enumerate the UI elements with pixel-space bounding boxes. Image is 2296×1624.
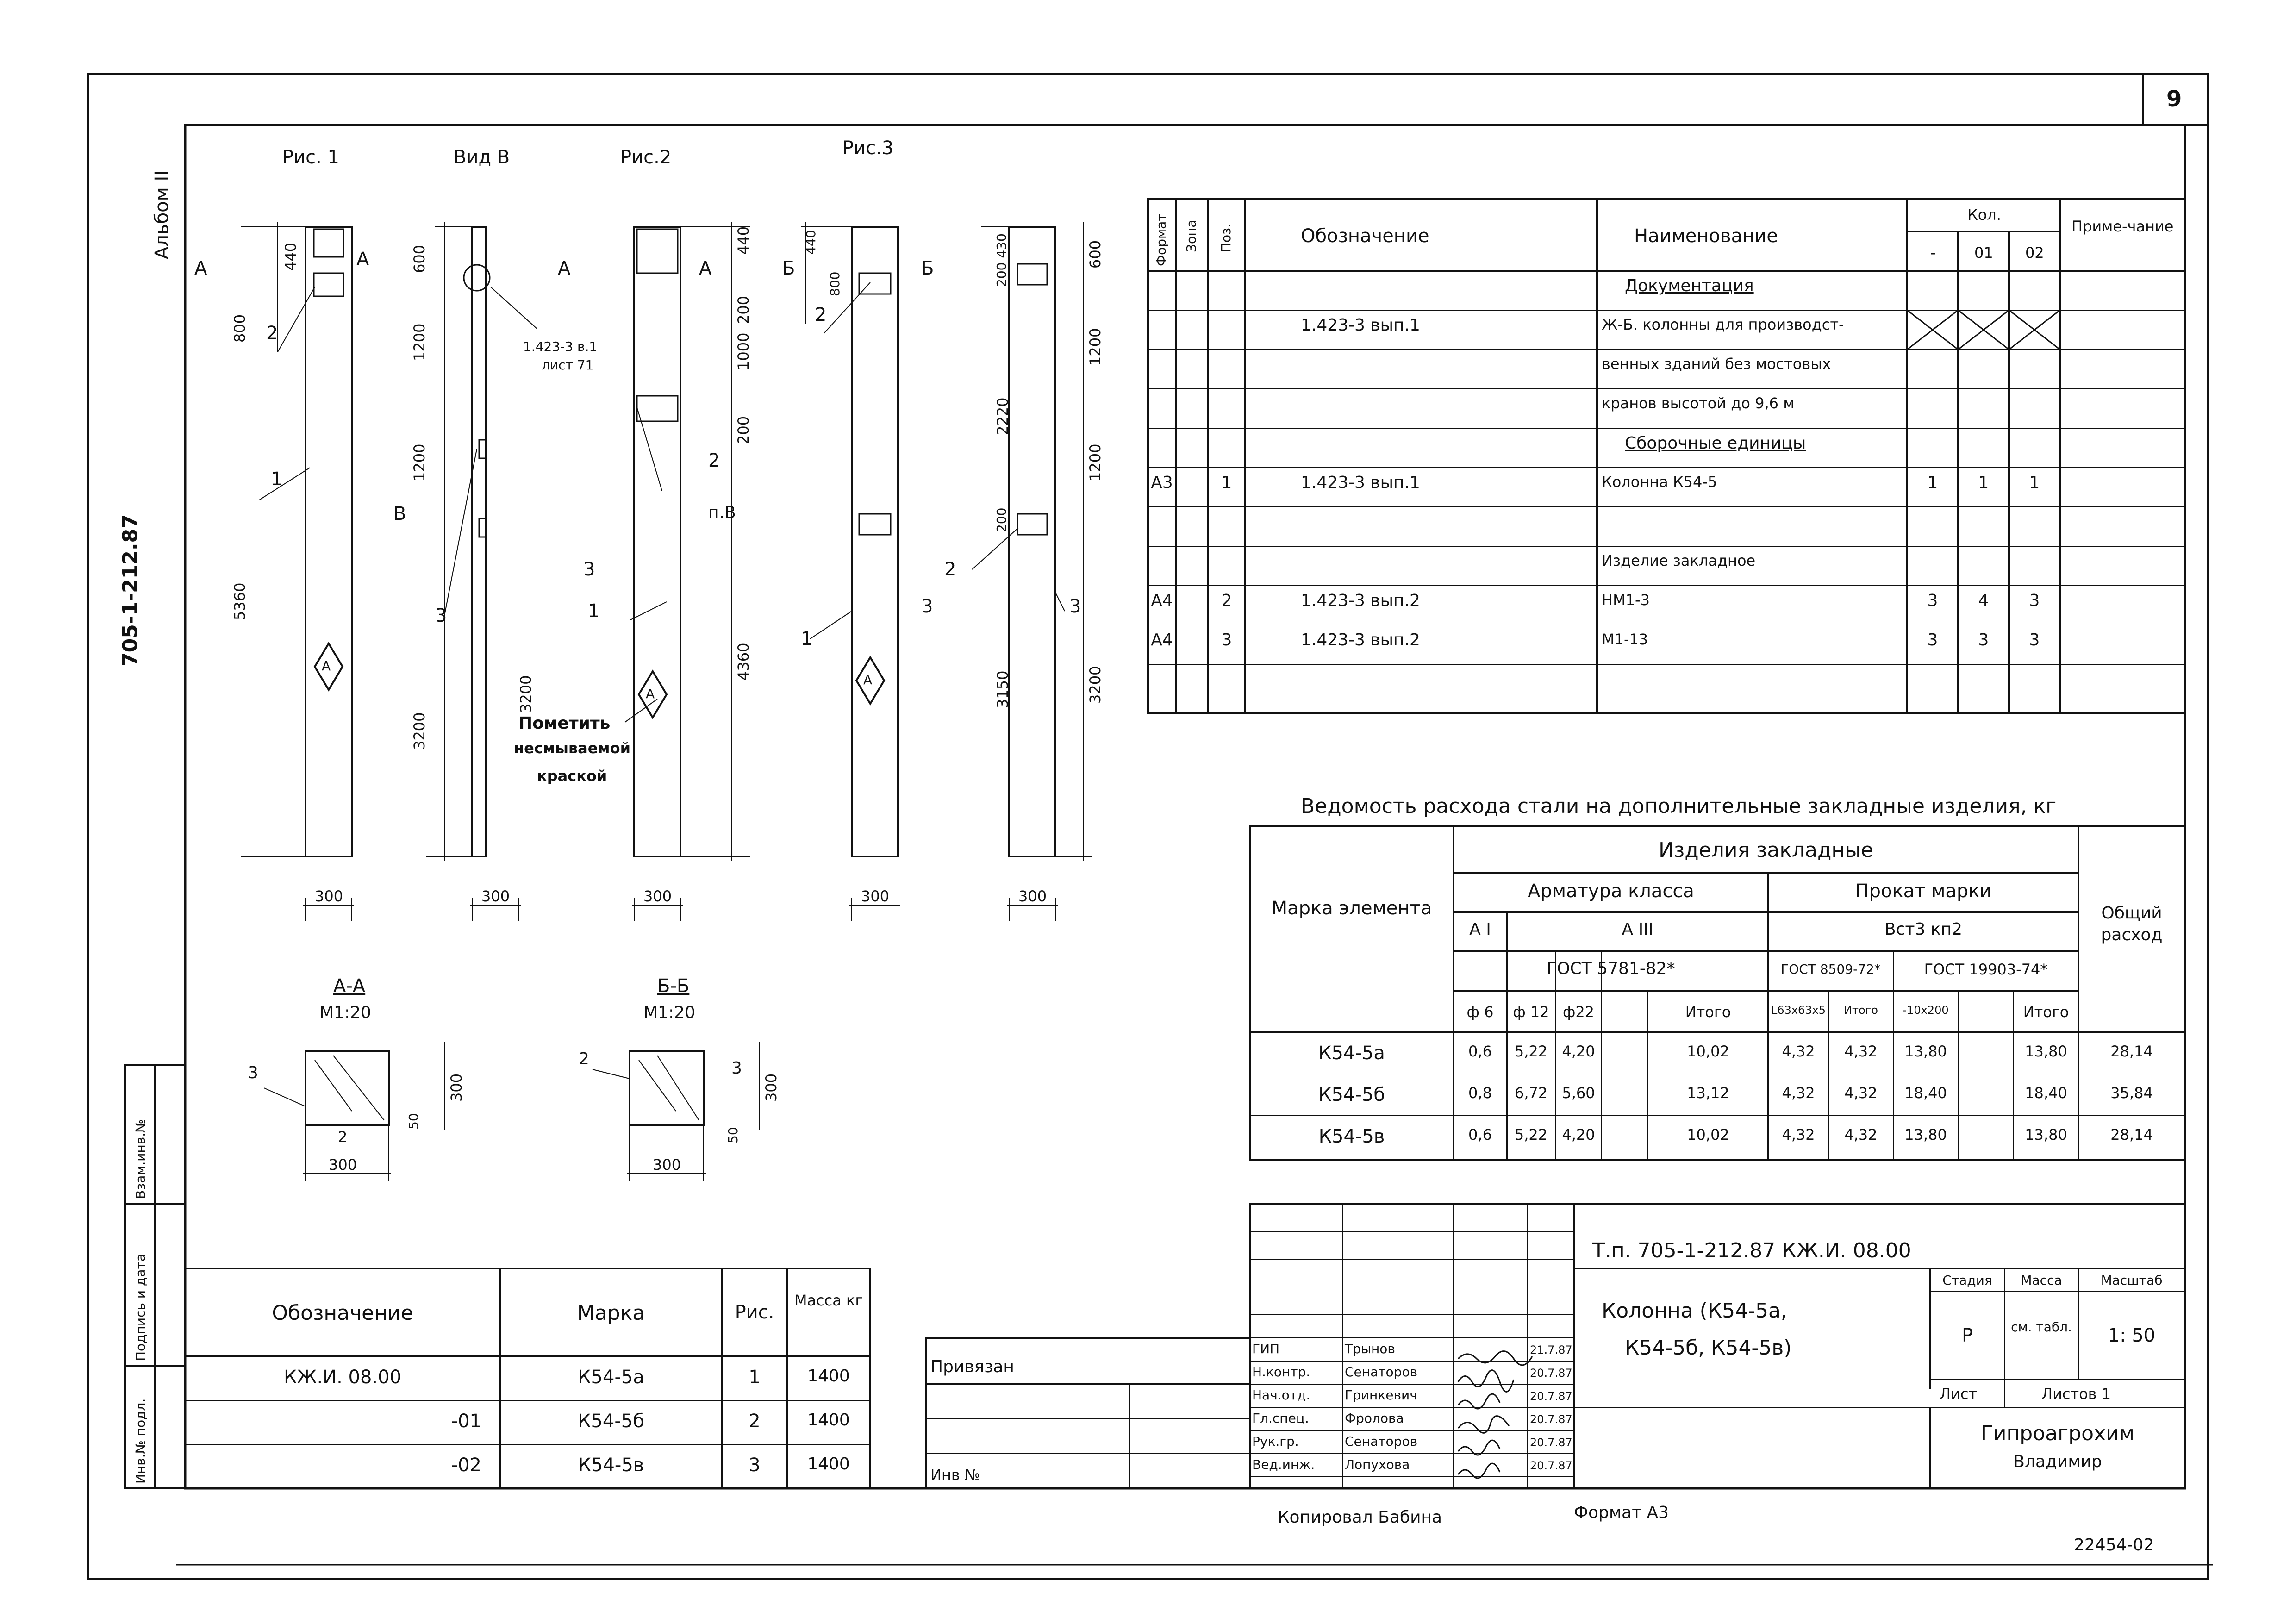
spec-row-name: М1-13 xyxy=(1602,631,1648,648)
spec-header-note: Приме-чание xyxy=(2071,218,2174,235)
spec-row-name: Сборочные единицы xyxy=(1625,434,1806,453)
spec-header-designation: Обозначение xyxy=(1301,225,1429,247)
spec-row-name: Ж-Б. колонны для производст- xyxy=(1602,316,1844,333)
variant-mass: 1400 xyxy=(807,1411,850,1430)
steel-header-vst: Вст3 кп2 xyxy=(1884,920,1962,939)
steel-table-title: Ведомость расхода стали на дополнительные закладные изделия, кг xyxy=(1301,794,2057,818)
steel-cell-it2: 4,32 xyxy=(1844,1043,1878,1060)
section-aa-50: 50 xyxy=(406,1113,421,1130)
section-mark-v: В xyxy=(393,503,406,525)
steel-cell-d6: 0,6 xyxy=(1468,1043,1492,1060)
steel-subhead-d6: ф 6 xyxy=(1466,1003,1494,1021)
steel-subhead-itogo: Итого xyxy=(1685,1003,1731,1021)
callout-pos1-c3: 1 xyxy=(588,600,600,622)
steel-subhead-l63: L63х63х5 xyxy=(1771,1004,1826,1017)
view-title-fig2: Рис.2 xyxy=(620,147,672,168)
callout-pos1-c1: 1 xyxy=(271,468,283,490)
variant-mark: К54-5а xyxy=(578,1367,644,1388)
title-block-name-2: К54-5б, К54-5в) xyxy=(1625,1336,1792,1360)
dim-c4-440: 440 xyxy=(803,230,818,255)
view-title-fig1: Рис. 1 xyxy=(282,147,339,168)
title-block-mass-h: Масса xyxy=(2021,1273,2062,1288)
dim-c3-1000: 1000 xyxy=(735,332,752,370)
person-name: Гринкевич xyxy=(1345,1387,1417,1403)
spec-row-qty-02: 3 xyxy=(2029,591,2040,610)
spec-row-qty-01: 3 xyxy=(1978,631,1989,650)
dim-c4-200430: 200 430 xyxy=(994,233,1009,287)
steel-header-armature: Арматура класса xyxy=(1528,881,1694,902)
steel-subhead-itogo2: Итого xyxy=(1844,1004,1878,1017)
section-bb-width: 300 xyxy=(653,1156,681,1174)
spec-row-name: кранов высотой до 9,6 м xyxy=(1602,394,1795,412)
steel-subhead-d12: ф 12 xyxy=(1513,1003,1549,1021)
steel-cell-it2: 4,32 xyxy=(1844,1126,1878,1143)
spec-row-qty-01: 4 xyxy=(1978,591,1989,610)
title-block-code: Т.п. 705-1-212.87 КЖ.И. 08.00 xyxy=(1592,1239,1911,1262)
section-aa-pos2: 2 xyxy=(338,1128,348,1146)
dim-c5-1200b: 1200 xyxy=(1086,443,1104,481)
person-date: 20.7.87 xyxy=(1530,1436,1572,1449)
section-bb-pos3: 3 xyxy=(731,1059,742,1078)
section-bb-50: 50 xyxy=(725,1127,741,1143)
dim-c3-200b: 200 xyxy=(735,416,752,444)
person-role: Рук.гр. xyxy=(1252,1434,1299,1449)
spec-row-pos: 1 xyxy=(1221,473,1232,492)
col-width-4: 300 xyxy=(861,887,890,905)
section-aa-pos3: 3 xyxy=(248,1063,258,1082)
callout-pos2-c3: 2 xyxy=(708,450,720,471)
callout-pos2-c1: 2 xyxy=(266,323,278,344)
variant-designation: -01 xyxy=(451,1411,481,1432)
steel-cell-it1: 10,02 xyxy=(1687,1126,1729,1143)
title-block-org-2: Владимир xyxy=(2013,1452,2102,1471)
section-mark-b-1: Б xyxy=(782,258,795,279)
dim-c2-3200: 3200 xyxy=(411,712,428,750)
title-block-scale: 1: 50 xyxy=(2108,1325,2156,1346)
steel-cell-d12: 5,22 xyxy=(1514,1043,1548,1060)
section-bb-title: Б-Б xyxy=(657,975,690,997)
footer-format: Формат А3 xyxy=(1574,1503,1669,1522)
steel-cell-s10: 13,80 xyxy=(1904,1126,1947,1143)
view-mark-pov: п.В xyxy=(708,503,736,522)
title-block-stage: Р xyxy=(1961,1325,1973,1346)
section-aa-scale: М1:20 xyxy=(319,1003,371,1022)
steel-header-mark: Марка элемента xyxy=(1271,898,1432,919)
dim-c1-5360: 5360 xyxy=(231,582,249,620)
person-role: Гл.спец. xyxy=(1252,1411,1309,1426)
steel-cell-it2: 4,32 xyxy=(1844,1084,1878,1102)
dim-c1-800: 800 xyxy=(231,314,249,343)
binding-inv-no: Инв № xyxy=(930,1466,980,1484)
section-mark-b-2: Б xyxy=(921,258,934,279)
column-elevations xyxy=(241,222,1092,921)
title-block-mass: см. табл. xyxy=(2011,1319,2072,1335)
callout-pos3-c5: 3 xyxy=(1069,596,1081,617)
section-bb-height: 300 xyxy=(762,1073,780,1102)
spec-header-qty: Кол. xyxy=(1967,206,2001,224)
steel-cell-mark: К54-5а xyxy=(1318,1043,1385,1064)
spec-row-name: Колонна К54-5 xyxy=(1602,473,1717,491)
callout-pos2-c4: 2 xyxy=(815,304,827,325)
steel-header-aiii: А III xyxy=(1622,920,1653,939)
sheet-number: 9 xyxy=(2166,86,2182,112)
side-stamp-inv-podl: Инв.№ подл. xyxy=(133,1398,148,1484)
spec-header-name: Наименование xyxy=(1634,225,1778,247)
section-aa-title: А-А xyxy=(333,975,366,997)
person-role: ГИП xyxy=(1252,1341,1280,1356)
steel-cell-mark: К54-5в xyxy=(1318,1126,1385,1147)
dim-c3-3200: 3200 xyxy=(517,675,535,713)
footer-inventory-number: 22454-02 xyxy=(2074,1536,2154,1555)
spec-row-format: А3 xyxy=(1151,473,1173,492)
person-name: Сенаторов xyxy=(1345,1364,1418,1380)
steel-cell-d6: 0,6 xyxy=(1468,1126,1492,1143)
steel-cell-it1: 13,12 xyxy=(1687,1084,1729,1102)
dim-c2-1200b: 1200 xyxy=(411,443,428,481)
leader-lines xyxy=(259,282,1065,722)
col-width-1: 300 xyxy=(315,887,343,905)
spec-row-name: венных зданий без мостовых xyxy=(1602,355,1831,373)
section-bb-pos2: 2 xyxy=(579,1049,589,1068)
person-date: 20.7.87 xyxy=(1530,1459,1572,1472)
steel-header-items: Изделия закладные xyxy=(1659,838,1873,862)
steel-cell-mark: К54-5б xyxy=(1318,1084,1385,1106)
steel-cell-it3: 13,80 xyxy=(2025,1043,2067,1060)
person-name: Сенаторов xyxy=(1345,1434,1418,1449)
dim-c4-3150: 3150 xyxy=(994,670,1011,708)
spec-row-name: Документация xyxy=(1625,276,1754,295)
spec-row-qty-02: 3 xyxy=(2029,631,2040,650)
variant-fig: 3 xyxy=(749,1455,761,1476)
variants-header-designation: Обозначение xyxy=(272,1301,413,1325)
variant-mass: 1400 xyxy=(807,1367,850,1386)
section-mark-a-1: А xyxy=(194,258,207,279)
dim-c4-800: 800 xyxy=(827,271,842,296)
steel-header-gost-8509: ГОСТ 8509-72* xyxy=(1781,962,1881,977)
person-name: Фролова xyxy=(1345,1411,1404,1426)
dim-c2-600: 600 xyxy=(411,244,428,273)
dim-c3-4360: 4360 xyxy=(735,643,752,681)
spec-header-pos: Поз. xyxy=(1218,224,1234,252)
steel-cell-l63: 4,32 xyxy=(1782,1126,1815,1143)
title-block-sheets-h: Листов 1 xyxy=(2041,1385,2111,1403)
variants-header-mark: Марка xyxy=(577,1301,645,1325)
steel-cell-it1: 10,02 xyxy=(1687,1043,1729,1060)
spec-row-qty-base: 3 xyxy=(1927,631,1938,650)
steel-cell-s10: 13,80 xyxy=(1904,1043,1947,1060)
steel-cell-total: 35,84 xyxy=(2110,1084,2153,1102)
callout-pos3-c4: 3 xyxy=(921,596,933,617)
spec-row-name: Изделие закладное xyxy=(1602,552,1756,569)
mark-label-c4: А xyxy=(863,672,873,687)
variant-mark: К54-5в xyxy=(578,1455,644,1476)
view-title-fig3: Рис.3 xyxy=(842,137,894,159)
album-label: Альбом II xyxy=(151,170,173,259)
spec-header-q02: 02 xyxy=(2025,244,2044,262)
variant-designation: -02 xyxy=(451,1455,481,1476)
spec-row-designation: 1.423-3 вып.2 xyxy=(1301,631,1420,650)
steel-subhead-itogo3: Итого xyxy=(2023,1003,2069,1021)
section-mark-a-4: А xyxy=(699,258,712,279)
steel-cell-s10: 18,40 xyxy=(1904,1084,1947,1102)
mark-label-c1: А xyxy=(322,658,331,674)
person-date: 20.7.87 xyxy=(1530,1367,1572,1380)
col-width-3: 300 xyxy=(643,887,672,905)
section-bb-scale: М1:20 xyxy=(643,1003,695,1022)
paint-note-1: Пометить xyxy=(518,714,611,733)
title-block-stage-h: Стадия xyxy=(1942,1273,1992,1288)
variant-mass: 1400 xyxy=(807,1455,850,1474)
spec-row-designation: 1.423-3 вып.1 xyxy=(1301,473,1420,492)
ref-note-line-1: 1.423-3 в.1 xyxy=(523,339,598,354)
view-title-view-b: Вид В xyxy=(454,147,510,168)
title-block-name-1: Колонна (К54-5а, xyxy=(1602,1299,1787,1323)
callout-pos2-c5: 2 xyxy=(944,559,956,580)
paint-note-2: несмываемой xyxy=(514,739,630,757)
spec-row-qty-01: 1 xyxy=(1978,473,1989,492)
steel-cell-d22: 5,60 xyxy=(1562,1084,1595,1102)
person-date: 21.7.87 xyxy=(1530,1343,1572,1356)
steel-cell-total: 28,14 xyxy=(2110,1043,2153,1060)
dim-c4-200: 200 xyxy=(994,507,1009,532)
steel-cell-d22: 4,20 xyxy=(1562,1126,1595,1143)
variant-mark: К54-5б xyxy=(578,1411,644,1432)
callout-pos1-c4: 1 xyxy=(801,628,813,650)
steel-cell-d22: 4,20 xyxy=(1562,1043,1595,1060)
callout-pos3-c2: 3 xyxy=(435,605,447,626)
dim-c3-200a: 200 xyxy=(735,295,752,324)
spec-row-format: А4 xyxy=(1151,591,1173,610)
col-width-2: 300 xyxy=(481,887,510,905)
steel-cell-l63: 4,32 xyxy=(1782,1043,1815,1060)
person-role: Нач.отд. xyxy=(1252,1387,1310,1403)
variant-fig: 1 xyxy=(749,1367,761,1388)
variant-fig: 2 xyxy=(749,1411,761,1432)
person-role: Вед.инж. xyxy=(1252,1457,1315,1472)
steel-subhead-10x200: -10х200 xyxy=(1903,1004,1949,1017)
footer-copied-by: Копировал Бабина xyxy=(1278,1508,1442,1527)
callout-pos3-c3: 3 xyxy=(583,559,595,580)
dim-c1-440: 440 xyxy=(282,242,299,271)
signatures xyxy=(1458,1351,1532,1478)
spec-row-name: НМ1-3 xyxy=(1602,591,1650,609)
mark-label-c3: А xyxy=(646,686,655,701)
section-aa-height: 300 xyxy=(448,1073,465,1102)
variants-header-fig: Рис. xyxy=(735,1302,774,1323)
person-date: 20.7.87 xyxy=(1530,1390,1572,1403)
person-date: 20.7.87 xyxy=(1530,1413,1572,1426)
person-name: Лопухова xyxy=(1345,1457,1410,1472)
steel-cell-it3: 18,40 xyxy=(2025,1084,2067,1102)
steel-cell-d12: 6,72 xyxy=(1514,1084,1548,1102)
steel-cell-total: 28,14 xyxy=(2110,1126,2153,1143)
person-role: Н.контр. xyxy=(1252,1364,1310,1380)
ref-note-line-2: лист 71 xyxy=(542,357,594,373)
spec-row-pos: 3 xyxy=(1221,631,1232,650)
col-width-5: 300 xyxy=(1018,887,1047,905)
steel-subhead-d22: ф22 xyxy=(1562,1003,1595,1021)
spec-header-format: Формат xyxy=(1154,213,1169,266)
project-code-vertical: 705-1-212.87 xyxy=(119,514,142,667)
steel-header-gost-19903: ГОСТ 19903-74* xyxy=(1924,961,2048,978)
steel-cell-d6: 0,8 xyxy=(1468,1084,1492,1102)
spec-row-qty-02: 1 xyxy=(2029,473,2040,492)
title-block-scale-h: Масштаб xyxy=(2101,1273,2163,1288)
steel-header-ai: А I xyxy=(1469,920,1491,939)
dim-c3-440: 440 xyxy=(735,226,752,255)
steel-cell-l63: 4,32 xyxy=(1782,1084,1815,1102)
variant-designation: КЖ.И. 08.00 xyxy=(283,1367,402,1388)
side-stamp-vzam: Взам.инв.№ xyxy=(133,1119,148,1199)
dim-c5-600: 600 xyxy=(1086,240,1104,269)
dim-c2-1200a: 1200 xyxy=(411,323,428,361)
steel-cell-it3: 13,80 xyxy=(2025,1126,2067,1143)
variants-header-mass: Масса кг xyxy=(794,1292,863,1309)
steel-header-prokat: Прокат марки xyxy=(1855,881,1992,902)
dim-c5-3200: 3200 xyxy=(1086,666,1104,704)
spec-row-pos: 2 xyxy=(1221,591,1232,610)
dim-c4-2220: 2220 xyxy=(994,397,1011,435)
section-aa-width: 300 xyxy=(329,1156,357,1174)
steel-cell-d12: 5,22 xyxy=(1514,1126,1548,1143)
steel-table-grid xyxy=(1250,826,2185,1160)
spec-row-qty-base: 3 xyxy=(1927,591,1938,610)
title-block-org-1: Гипроагрохим xyxy=(1981,1422,2134,1445)
binding-privyazan: Привязан xyxy=(930,1357,1014,1376)
section-mark-a-2: А xyxy=(356,249,369,270)
spec-header-q-dash: - xyxy=(1930,244,1936,262)
dim-c5-1200a: 1200 xyxy=(1086,328,1104,366)
paint-note-3: краской xyxy=(537,767,607,785)
side-stamp-podpis: Подпись и дата xyxy=(133,1254,148,1361)
spec-row-designation: 1.423-3 вып.2 xyxy=(1301,591,1420,610)
spec-header-zone: Зона xyxy=(1184,219,1199,252)
spec-header-q01: 01 xyxy=(1974,244,1993,262)
spec-row-designation: 1.423-3 вып.1 xyxy=(1301,316,1420,335)
title-block-sheet-h: Лист xyxy=(1940,1385,1978,1403)
section-mark-a-3: А xyxy=(558,258,571,279)
steel-header-total: Общий расход xyxy=(2101,904,2163,944)
spec-row-qty-base: 1 xyxy=(1927,473,1938,492)
spec-row-format: А4 xyxy=(1151,631,1173,650)
steel-header-gost-arm: ГОСТ 5781-82* xyxy=(1547,959,1675,978)
person-name: Трынов xyxy=(1345,1341,1395,1356)
